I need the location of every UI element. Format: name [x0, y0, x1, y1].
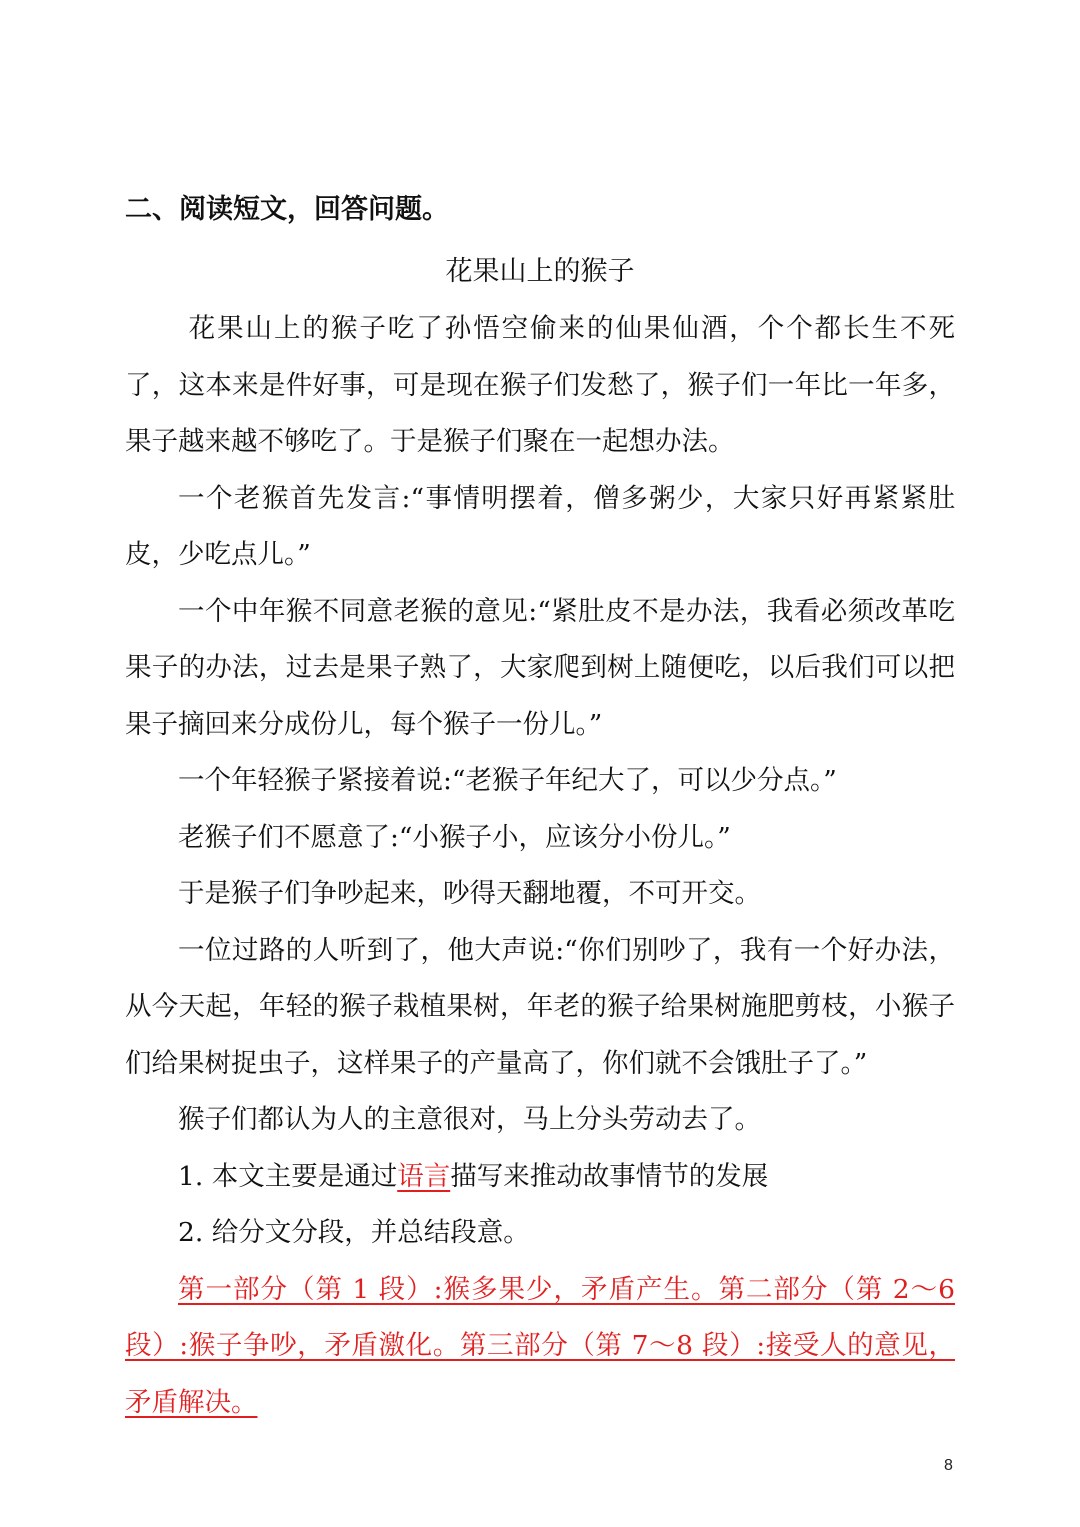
question-1-suffix: 描写来推动故事情节的发展	[450, 1160, 769, 1192]
paragraph-6: 于是猴子们争吵起来，吵得天翻地覆，不可开交。	[178, 878, 761, 909]
paragraph-7: 一位过路的人听到了，他大声说:“你们别吵了，我有一个好办法，从今天起，年轻的猴子栽植果树，年老的猴子给果树施肥剪枝，小猴子们给果树捉虫子，这样果子的产量高了，你们就不会饿肚子了。”	[125, 934, 955, 1079]
question-2-answer: 第一部分（第 1 段）:猴多果少，矛盾产生。第二部分（第 2～6 段）:猴子争吵，矛盾激化。第三部分（第 7～8 段）:接受人的意见，矛盾解决。	[125, 1273, 955, 1418]
paragraph-4: 一个年轻猴子紧接着说:“老猴子年纪大了，可以少分点。”	[178, 765, 837, 796]
question-1-answer: 语言	[397, 1160, 451, 1192]
paragraph-5: 老猴子们不愿意了:“小猴子小，应该分小份儿。”	[178, 821, 731, 853]
paragraph-3: 一个中年猴不同意老猴的意见:“紧肚皮不是办法，我看必须改革吃果子的办法，过去是果子熟了，大家爬到树上随便吃，以后我们可以把果子摘回来分成份儿，每个猴子一份儿。”	[125, 595, 955, 740]
question-1	[125, 1149, 955, 1206]
section-heading: 二、阅读短文，回答问题。	[125, 194, 449, 225]
paragraph-8: 猴子们都认为人的主意很对，马上分头劳动去了。	[178, 1104, 761, 1135]
question-1-prefix: 1. 本文主要是通过	[178, 1160, 398, 1192]
page-number: 8	[944, 1457, 953, 1474]
paragraph-1: 花果山上的猴子吃了孙悟空偷来的仙果仙酒，个个都长生不死了，这本来是件好事，可是现在猴子们发愁了，猴子们一年比一年多，果子越来越不够吃了。于是猴子们聚在一起想办法。	[125, 313, 955, 457]
story-title: 花果山上的猴子	[445, 256, 635, 287]
paragraph-2: 一个老猴首先发言:“事情明摆着，僧多粥少，大家只好再紧紧肚皮，少吃点儿。”	[125, 482, 955, 570]
question-2: 2. 给分文分段，并总结段意。	[178, 1217, 530, 1248]
story-body	[125, 301, 955, 1431]
